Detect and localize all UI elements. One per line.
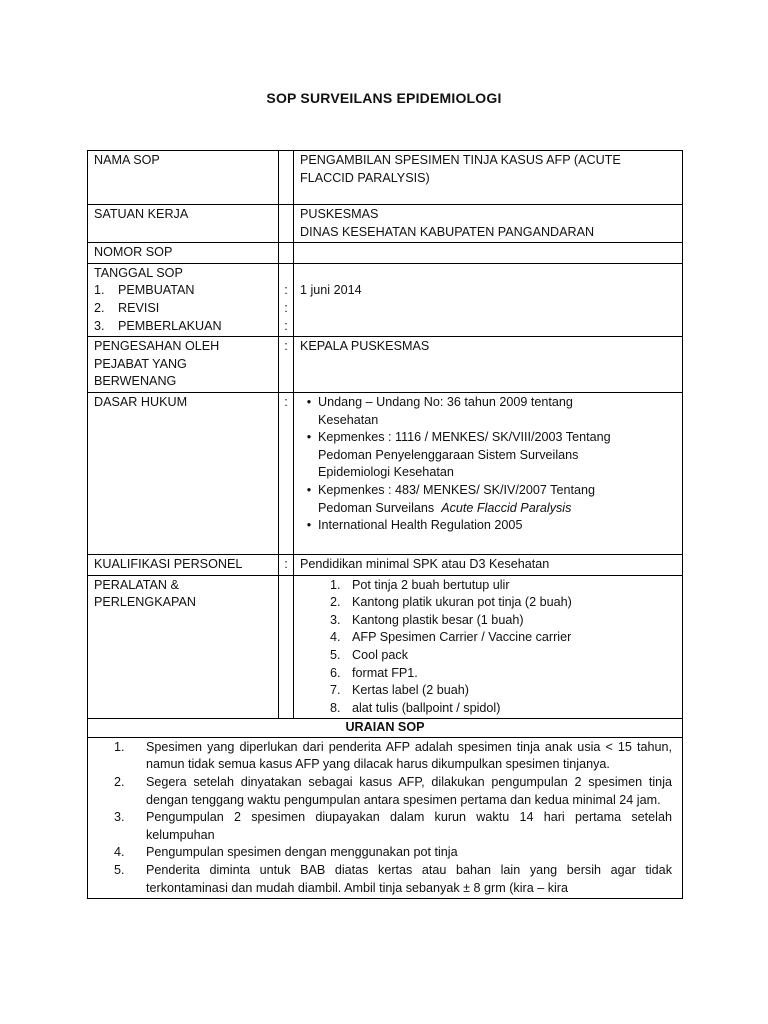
- step-text: Spesimen yang diperlukan dari penderita AFP adalah spesimen tinja anak usia < 15 tahun, namun tidak semua kasus AFP yang dilacak harus dikumpulkan spesimen tinjanya.: [146, 739, 672, 772]
- row-uraian-heading: [88, 719, 683, 738]
- value-line: PENGAMBILAN SPESIMEN TINJA KASUS AFP (ACUTE: [300, 153, 621, 167]
- list-item: [300, 429, 678, 482]
- item-number: 7.: [330, 683, 341, 698]
- item-text: PEMBERLAKUAN: [118, 318, 222, 333]
- step-number: 3.: [114, 810, 125, 825]
- step-number: 1.: [114, 739, 125, 754]
- value-satuan-kerja: [294, 205, 683, 243]
- colon: :: [284, 283, 288, 298]
- item-text: Kertas label (2 buah): [352, 683, 469, 698]
- bullet-icon: •: [306, 482, 312, 497]
- item-number: 6.: [330, 665, 341, 680]
- item-text: Pedoman Penyelenggaraan Sistem Surveilans: [318, 447, 579, 462]
- item-number: 1.: [94, 283, 105, 298]
- colon: :: [284, 300, 288, 315]
- step-text: Pengumpulan 2 spesimen diupayakan dalam kurun waktu 14 hari pertama setelah kelumpuhan: [146, 810, 672, 842]
- item-number: 1.: [330, 577, 341, 592]
- list-item: [330, 629, 678, 647]
- list-item: [94, 318, 274, 336]
- bullet-icon: •: [306, 394, 312, 409]
- colon: :: [284, 394, 288, 409]
- value-line: FLACCID PARALYSIS): [300, 170, 430, 185]
- step-number: 4.: [114, 845, 125, 860]
- item-text: Pedoman Surveilans: [318, 500, 435, 515]
- list-item: [330, 665, 678, 683]
- item-text: International Health Regulation 2005: [318, 518, 523, 533]
- row-dasar-hukum: [88, 392, 683, 554]
- label-line: PERLENGKAPAN: [94, 595, 196, 610]
- list-item: [114, 844, 674, 862]
- row-uraian-steps: [88, 737, 683, 898]
- row-peralatan: [88, 575, 683, 719]
- sop-table: [87, 150, 683, 899]
- value-tanggal-sop: [294, 263, 683, 336]
- item-text: Epidemiologi Kesehatan: [318, 465, 454, 480]
- item-text: Kepmenkes : 483/ MENKES/ SK/IV/2007 Tentang: [318, 482, 595, 497]
- list-item: [330, 594, 678, 612]
- item-text: REVISI: [118, 300, 160, 315]
- label-line: PENGESAHAN OLEH: [94, 339, 220, 354]
- uraian-steps-list: [94, 739, 674, 897]
- list-item: [330, 700, 678, 718]
- list-item: [300, 517, 678, 535]
- item-text: PEMBUATAN: [118, 283, 195, 298]
- value-pengesahan: KEPALA PUSKESMAS: [294, 337, 683, 393]
- label-line: PERALATAN &: [94, 577, 179, 592]
- uraian-heading: URAIAN SOP: [88, 719, 683, 738]
- value-line: PUSKESMAS: [300, 207, 379, 221]
- step-text: Segera setelah dinyatakan sebagai kasus AFP, dilakukan pengumpulan 2 spesimen tinja dengan tenggang waktu pengumpulan antara spesimen pertama dan kedua minimal 24 jam.: [146, 775, 672, 807]
- colon: :: [284, 556, 288, 571]
- item-text-italic: Acute Flaccid Paralysis: [441, 500, 572, 515]
- label-nama-sop: NAMA SOP: [88, 151, 279, 205]
- item-number: 4.: [330, 630, 341, 645]
- value-line: DINAS KESEHATAN KABUPATEN PANGANDARAN: [300, 224, 595, 239]
- step-number: 2.: [114, 775, 125, 790]
- value-kualifikasi: Pendidikan minimal SPK atau D3 Kesehatan: [294, 554, 683, 575]
- list-item: [300, 394, 678, 429]
- colon-cell: [279, 243, 294, 264]
- label-dasar-hukum: DASAR HUKUM: [88, 392, 279, 554]
- value-peralatan: [294, 575, 683, 719]
- dasar-hukum-list: [300, 394, 678, 535]
- row-satuan-kerja: [88, 205, 683, 243]
- colon-cell: [279, 554, 294, 575]
- list-item: [114, 739, 674, 774]
- list-item: [300, 482, 678, 517]
- list-item: [330, 682, 678, 700]
- item-text: Undang – Undang No: 36 tahun 2009 tentang: [318, 394, 573, 409]
- label-kualifikasi: KUALIFIKASI PERSONEL: [88, 554, 279, 575]
- list-item: [94, 300, 274, 318]
- colon-cell: [279, 205, 294, 243]
- step-number: 5.: [114, 863, 125, 878]
- colon-cell: [279, 263, 294, 336]
- label-line: BERWENANG: [94, 374, 177, 389]
- item-text: Pot tinja 2 buah bertutup ulir: [352, 577, 510, 592]
- list-item: [330, 647, 678, 665]
- item-text: Kantong platik ukuran pot tinja (2 buah): [352, 595, 572, 610]
- colon: :: [284, 318, 288, 333]
- label-tanggal-sop: [88, 263, 279, 336]
- item-text: format FP1.: [352, 665, 418, 680]
- list-item: [114, 774, 674, 809]
- uraian-steps-cell: [88, 737, 683, 898]
- step-text: Penderita diminta untuk BAB diatas kertas atau bahan lain yang bersih agar tidak terkontaminasi dan mudah diambil. Ambil tinja sebanyak ± 8 grm (kira – kira: [146, 863, 672, 895]
- label-nomor-sop: NOMOR SOP: [88, 243, 279, 264]
- item-number: 3.: [94, 318, 105, 333]
- item-number: 2.: [94, 300, 105, 315]
- item-number: 8.: [330, 700, 341, 715]
- item-text: AFP Spesimen Carrier / Vaccine carrier: [352, 630, 572, 645]
- row-nama-sop: [88, 151, 683, 205]
- colon-cell: [279, 151, 294, 205]
- row-tanggal-sop: [88, 263, 683, 336]
- row-pengesahan: [88, 337, 683, 393]
- item-text: alat tulis (ballpoint / spidol): [352, 700, 501, 715]
- colon-cell: [279, 392, 294, 554]
- value-nama-sop: [294, 151, 683, 205]
- tanggal-sublist: [94, 282, 274, 335]
- row-kualifikasi: [88, 554, 683, 575]
- row-nomor-sop: [88, 243, 683, 264]
- value-line: 1 juni 2014: [300, 283, 362, 298]
- label-line: PEJABAT YANG: [94, 356, 187, 371]
- item-text: Kantong plastik besar (1 buah): [352, 612, 524, 627]
- colon-cell: [279, 337, 294, 393]
- label-pengesahan: [88, 337, 279, 393]
- bullet-icon: •: [306, 518, 312, 533]
- item-number: 3.: [330, 612, 341, 627]
- item-text: Kepmenkes : 1116 / MENKES/ SK/VIII/2003 Tentang: [318, 430, 611, 445]
- item-number: 2.: [330, 595, 341, 610]
- value-dasar-hukum: [294, 392, 683, 554]
- list-item: [330, 612, 678, 630]
- list-item: [94, 282, 274, 300]
- colon: :: [284, 339, 288, 354]
- colon-cell: [279, 575, 294, 719]
- step-text: Pengumpulan spesimen dengan menggunakan pot tinja: [146, 845, 458, 860]
- document-title: SOP SURVEILANS EPIDEMIOLOGI: [266, 90, 502, 106]
- item-text: Kesehatan: [318, 412, 379, 427]
- label-satuan-kerja: SATUAN KERJA: [88, 205, 279, 243]
- list-item: [114, 862, 674, 897]
- list-item: [330, 577, 678, 595]
- bullet-icon: •: [306, 430, 312, 445]
- label-peralatan: [88, 575, 279, 719]
- peralatan-list: [300, 577, 678, 718]
- item-number: 5.: [330, 647, 341, 662]
- value-nomor-sop: [294, 243, 683, 264]
- item-text: Cool pack: [352, 647, 409, 662]
- label-line: TANGGAL SOP: [94, 265, 183, 280]
- list-item: [114, 809, 674, 844]
